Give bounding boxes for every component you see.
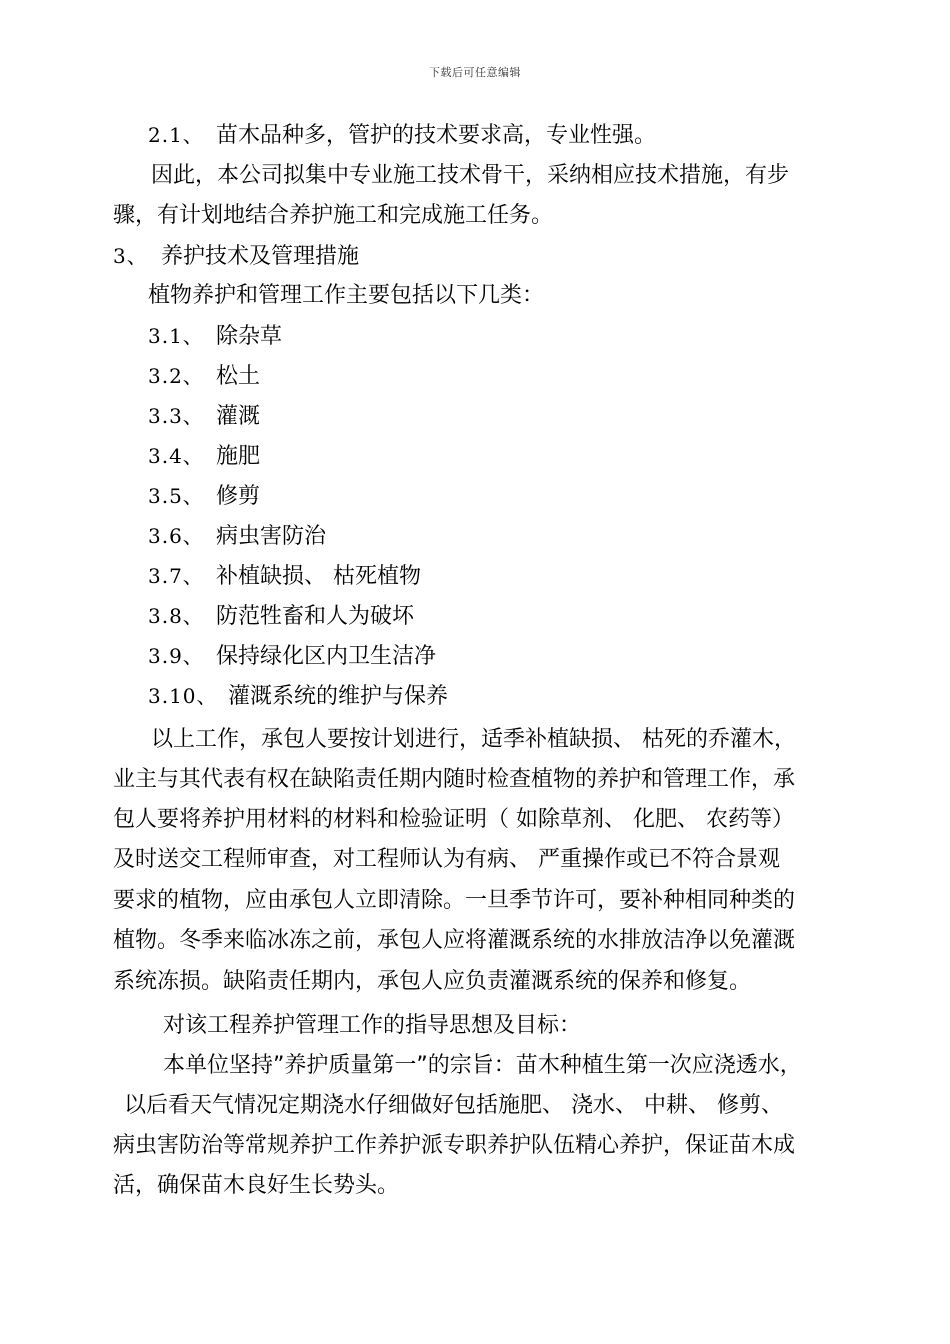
paragraph-line: 活，确保苗木良好生长势头。 [113, 1173, 400, 1198]
list-item [148, 403, 260, 430]
section-title: 养护技术及管理措施 [161, 244, 360, 269]
list-item [148, 323, 282, 350]
list-item-number: 3.3、 [148, 404, 204, 428]
section-number: 3、 [113, 244, 148, 268]
paragraph-line: 系统冻损。缺陷责任期内，承包人应负责灌溉系统的保养和修复。 [113, 969, 752, 994]
list-item-text: 病虫害防治 [216, 524, 327, 549]
list-item [148, 643, 436, 670]
list-item-number: 3.6、 [148, 524, 204, 548]
paragraph-line: 以上工作，承包人要按计划进行，适季补植缺损、 枯死的乔灌木， [151, 727, 796, 752]
paragraph-line: 业主与其代表有权在缺陷责任期内随时检查植物的养护和管理工作，承 [113, 767, 796, 792]
list-item [148, 603, 414, 630]
paragraph-line: 病虫害防治等常规养护工作养护派专职养护队伍精心养护，保证苗木成 [113, 1133, 796, 1158]
paragraph-line: 以后看天气情况定期浇水仔细做好包括施肥、 浇水、 中耕、 修剪、 [124, 1093, 783, 1118]
list-item [148, 363, 260, 390]
paragraph-line: 植物。冬季来临冰冻之前，承包人应将灌溉系统的水排放洁净以免灌溉 [113, 928, 796, 953]
list-item-number: 3.1、 [148, 324, 204, 348]
list-item-text: 灌溉系统的维护与保养 [228, 684, 449, 709]
list-item-text: 修剪 [216, 484, 261, 509]
list-item-text: 除杂草 [216, 324, 283, 349]
list-item-text: 补植缺损、 枯死植物 [216, 564, 421, 589]
list-item-number: 3.10、 [148, 684, 218, 708]
list-item-number: 3.4、 [148, 444, 204, 468]
list-item-text: 松土 [216, 364, 261, 389]
list-item [148, 523, 326, 550]
paragraph-line: 要求的植物，应由承包人立即清除。一旦季节许可，要补种相同种类的 [113, 888, 796, 913]
list-item-number: 3.2、 [148, 364, 204, 388]
paragraph-line: 及时送交工程师审查，对工程师认为有病、 严重操作或已不符合景观 [113, 847, 780, 872]
section-heading [113, 243, 359, 270]
paragraph-line: 包人要将养护用材料的材料和检验证明（ 如除草剂、 化肥、 农药等） [113, 807, 794, 832]
list-intro: 植物养护和管理工作主要包括以下几类： [148, 283, 545, 308]
intro-line-1: 因此，本公司拟集中专业施工技术骨干，采纳相应技术措施，有步 [151, 163, 790, 188]
page-header: 下载后可任意编辑 [429, 66, 521, 79]
guide-title: 对该工程养护管理工作的指导思想及目标： [163, 1013, 582, 1038]
list-item-text: 防范牲畜和人为破坏 [216, 604, 415, 629]
list-item-number: 3.5、 [148, 484, 204, 508]
list-item [148, 563, 421, 590]
list-item-text: 施肥 [216, 444, 261, 469]
list-item [148, 483, 260, 510]
list-item-number: 3.8、 [148, 604, 204, 628]
paragraph-line: 本单位坚持”养护质量第一”的宗旨：苗木种植生第一次应浇透水， [163, 1053, 802, 1078]
list-item-text: 灌溉 [216, 404, 261, 429]
list-item-number: 3.7、 [148, 564, 204, 588]
list-item-text: 苗木品种多，管护的技术要求高，专业性强。 [216, 123, 657, 148]
list-item-text: 保持绿化区内卫生洁净 [216, 644, 437, 669]
list-item-number: 2.1、 [148, 123, 204, 147]
list-item-2-1 [148, 122, 656, 149]
list-item-number: 3.9、 [148, 644, 204, 668]
list-item [148, 683, 448, 710]
list-item [148, 443, 260, 470]
intro-line-2: 骤，有计划地结合养护施工和完成施工任务。 [113, 203, 554, 228]
